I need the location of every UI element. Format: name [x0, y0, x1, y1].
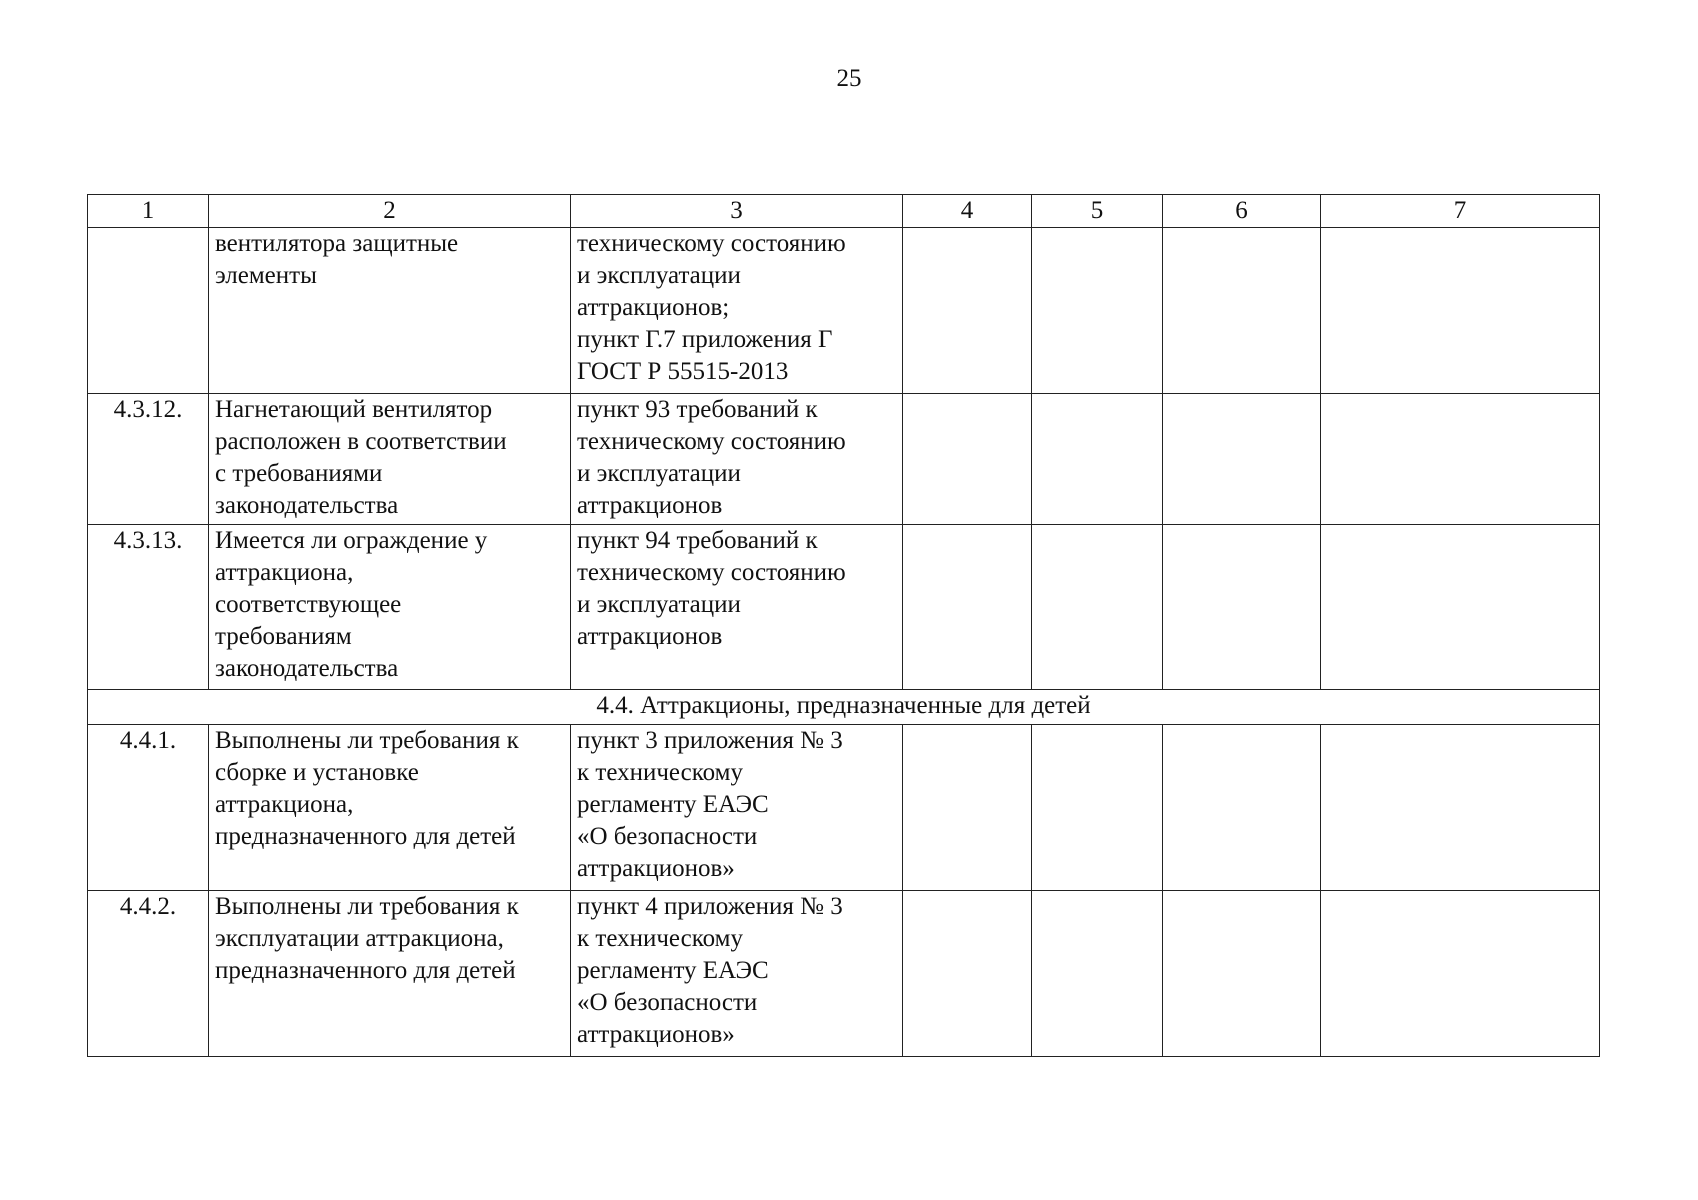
table-row — [88, 891, 1600, 1057]
empty-cell — [1163, 525, 1321, 690]
table-row — [88, 725, 1600, 891]
column-header: 6 — [1163, 195, 1321, 228]
row-number: 4.3.12. — [88, 394, 209, 525]
requirement-cell: Имеется ли ограждение у аттракциона, соответствующее требованиям законодательства — [209, 525, 571, 690]
reference-cell: пункт 94 требований к техническому состоянию и эксплуатации аттракционов — [571, 525, 903, 690]
checklist-table — [87, 194, 1600, 1057]
reference-cell: техническому состоянию и эксплуатации аттракционов; пункт Г.7 приложения Г ГОСТ Р 55515-2013 — [571, 228, 903, 394]
empty-cell — [903, 525, 1032, 690]
row-number: 4.4.2. — [88, 891, 209, 1057]
empty-cell — [1321, 525, 1600, 690]
empty-cell — [903, 394, 1032, 525]
page-number: 25 — [836, 65, 862, 92]
requirement-cell: Нагнетающий вентилятор расположен в соответствии с требованиями законодательства — [209, 394, 571, 525]
table-row — [88, 394, 1600, 525]
empty-cell — [1032, 228, 1163, 394]
empty-cell — [1032, 891, 1163, 1057]
empty-cell — [1321, 891, 1600, 1057]
column-header: 3 — [571, 195, 903, 228]
empty-cell — [903, 228, 1032, 394]
table-row — [88, 228, 1600, 394]
column-header: 1 — [88, 195, 209, 228]
empty-cell — [1163, 725, 1321, 891]
table-header-row — [88, 195, 1600, 228]
column-header: 5 — [1032, 195, 1163, 228]
requirement-cell: Выполнены ли требования к эксплуатации аттракциона, предназначенного для детей — [209, 891, 571, 1057]
column-header: 4 — [903, 195, 1032, 228]
requirement-cell: Выполнены ли требования к сборке и установке аттракциона, предназначенного для детей — [209, 725, 571, 891]
empty-cell — [1163, 228, 1321, 394]
empty-cell — [1321, 725, 1600, 891]
reference-cell: пункт 3 приложения № 3 к техническому регламенту ЕАЭС «О безопасности аттракционов» — [571, 725, 903, 891]
empty-cell — [1032, 725, 1163, 891]
reference-cell: пункт 4 приложения № 3 к техническому регламенту ЕАЭС «О безопасности аттракционов» — [571, 891, 903, 1057]
empty-cell — [1321, 228, 1600, 394]
empty-cell — [903, 891, 1032, 1057]
row-number — [88, 228, 209, 394]
empty-cell — [1032, 525, 1163, 690]
table-row — [88, 525, 1600, 690]
column-header: 2 — [209, 195, 571, 228]
column-header: 7 — [1321, 195, 1600, 228]
empty-cell — [1163, 891, 1321, 1057]
section-heading-row — [88, 690, 1600, 725]
empty-cell — [1163, 394, 1321, 525]
empty-cell — [1032, 394, 1163, 525]
row-number: 4.4.1. — [88, 725, 209, 891]
empty-cell — [1321, 394, 1600, 525]
requirement-cell: вентилятора защитные элементы — [209, 228, 571, 394]
row-number: 4.3.13. — [88, 525, 209, 690]
reference-cell: пункт 93 требований к техническому состоянию и эксплуатации аттракционов — [571, 394, 903, 525]
empty-cell — [903, 725, 1032, 891]
section-title: 4.4. Аттракционы, предназначенные для детей — [88, 690, 1600, 725]
